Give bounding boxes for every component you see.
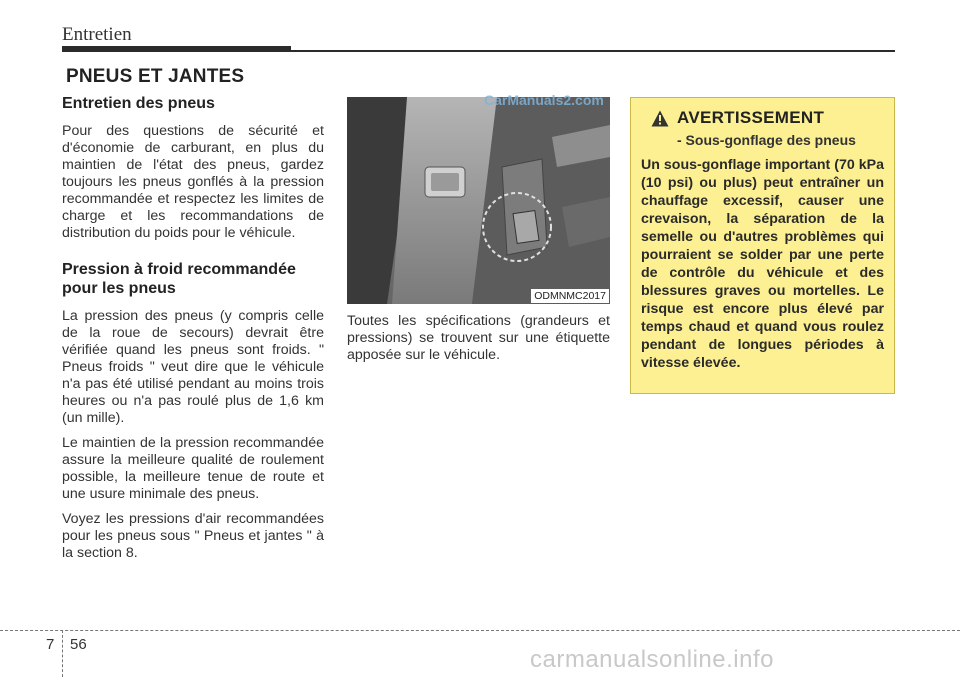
footer-rule (0, 630, 960, 631)
door-pillar-photo (347, 97, 610, 304)
warning-triangle-icon (651, 110, 669, 127)
warning-title: AVERTISSEMENT (677, 108, 825, 127)
site-watermark: CarManuals2.com (484, 92, 604, 108)
middle-column (347, 313, 610, 364)
footer-watermark: carmanualsonline.info (530, 646, 774, 673)
section-title: PNEUS ET JANTES (66, 66, 245, 87)
warning-body: Un sous-gonflage important (70 kPa (10 psi) ou plus) peut entraîner un chauffage excessif, causer une crevaison, la séparation de la semelle ou d'autres problèmes qui pourraient se solder par une perte de contrôle du véhicule et des blessures graves ou mortelles. Le risque est encore plus élevé par temps chaud et quand vous roulez pendant de longues périodes à vitesse élevée. (641, 157, 884, 371)
left-column (62, 94, 324, 570)
warning-box (630, 97, 895, 394)
paragraph-see-section: Voyez les pressions d'air recommandées pour les pneus sous " Pneus et jantes " à la section 8. (62, 511, 324, 561)
header-rule-thick (62, 46, 291, 52)
door-pillar-illustration (347, 97, 610, 304)
paragraph-benefits: Le maintien de la pression recommandée assure la meilleure qualité de roulement possible, la meilleure tenue de route et une usure minimale des pneus. (62, 435, 324, 502)
heading-tire-maintenance: Entretien des pneus (62, 95, 215, 112)
paragraph-maintenance: Pour des questions de sécurité et d'économie de carburant, en plus du maintien de l'état des pneus, gardez toujours les pneus gonflés à la pression recommandée et respectez les limites de charge et les recommandations de distribution du poids pour le véhicule. (62, 123, 324, 241)
running-header: Entretien (62, 24, 132, 45)
paragraph-cold-tires: La pression des pneus (y compris celle de la roue de secours) devrait être vérifiée quand les pneus sont froids. " Pneus froids " veut dire que le véhicule n'a pas été utilisé pendant au moins trois heures ou n'a pas roulé plus de 1,6 km (un mille). (62, 308, 324, 426)
warning-header (651, 108, 884, 128)
chapter-number: 7 (46, 636, 55, 653)
page-number: 56 (70, 636, 87, 653)
figure-code: ODMNMC2017 (531, 289, 609, 303)
warning-subtitle: - Sous-gonflage des pneus (677, 132, 856, 148)
figure-caption: Toutes les spécifications (grandeurs et pressions) se trouvent sur une étiquette apposée sur le véhicule. (347, 313, 610, 363)
header-rule-thin (291, 50, 895, 52)
heading-cold-pressure: Pression à froid recommandée pour les pneus (62, 261, 296, 297)
footer-divider (62, 630, 63, 677)
